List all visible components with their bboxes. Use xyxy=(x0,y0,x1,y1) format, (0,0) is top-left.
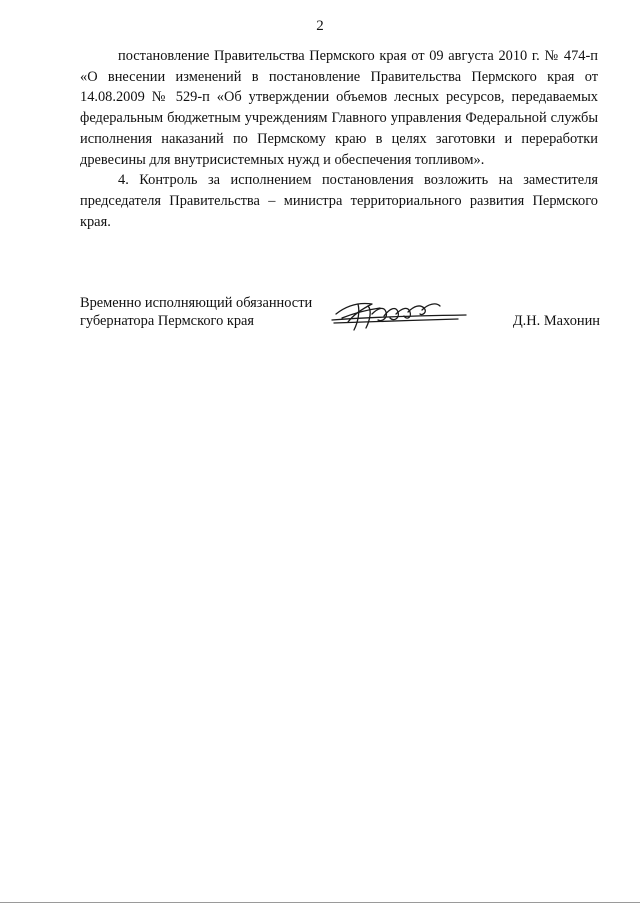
handwritten-signature-icon xyxy=(328,292,468,334)
paragraph-continuation: постановление Правительства Пермского края от 09 августа 2010 г. № 474-п «О внесении изменений в постановление Правительства Пермского края от 14.08.2009 № 529-п «Об утверждении объемов лесных ресурсов, передаваемых федеральным бюджетным учреждениям Главного управления Федеральной службы исполнения наказаний по Пермскому краю в целях заготовки и переработки древесины для внутрисистемных нужд и обеспечения топливом». xyxy=(80,48,598,168)
signatory-name: Д.Н. Махонин xyxy=(512,313,600,329)
signatory-title-line-2: губернатора Пермского края xyxy=(80,313,255,329)
signature-block xyxy=(80,294,600,344)
signatory-title xyxy=(80,294,312,330)
document-body xyxy=(80,46,598,232)
paragraph-item-4: 4. Контроль за исполнением постановления возложить на заместителя председателя Правительства – министра территориального развития Пермского края. xyxy=(80,172,598,230)
scan-edge-line xyxy=(0,902,640,903)
signatory-title-line-1: Временно исполняющий обязанности xyxy=(80,295,313,311)
page-number: 2 xyxy=(316,18,324,34)
